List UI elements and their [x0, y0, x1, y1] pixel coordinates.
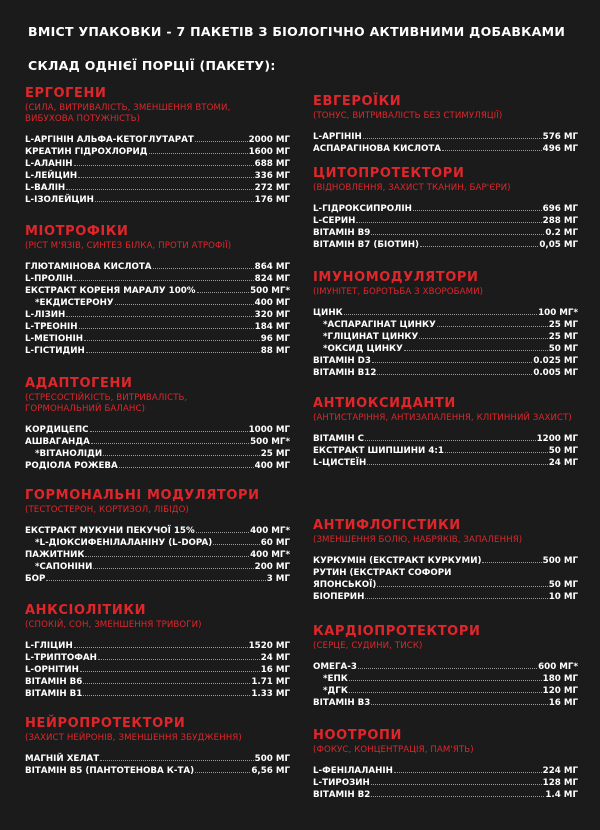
- dot-leader: [371, 227, 544, 235]
- ingredient-name: ВІТАМІН В6: [25, 677, 83, 687]
- section: [313, 270, 578, 379]
- ingredient-amount: 1200 МГ: [536, 434, 578, 444]
- dot-leader: [344, 307, 537, 315]
- ingredient-row: [313, 367, 578, 379]
- ingredient-list: [25, 134, 290, 206]
- dot-leader: [404, 343, 548, 351]
- ingredient-name: АШВАГАНДА: [25, 437, 90, 447]
- ingredient-row: [25, 321, 290, 333]
- dot-leader: [365, 433, 536, 441]
- ingredient-row: [313, 215, 578, 227]
- dot-leader: [80, 664, 260, 672]
- section: [313, 396, 578, 469]
- dot-leader: [83, 676, 250, 684]
- ingredient-list: [313, 661, 578, 709]
- ingredient-list: [25, 424, 290, 472]
- ingredient-amount: 100 МГ*: [538, 308, 578, 318]
- ingredient-name: *ДГК: [323, 686, 348, 696]
- dot-leader: [95, 194, 254, 202]
- ingredient-row: [313, 591, 578, 603]
- ingredient-name: БІОПЕРИН: [313, 592, 365, 602]
- ingredient-name: ВІТАМІН В9: [313, 228, 371, 238]
- ingredient-name: ВІТАМІН D3: [313, 356, 371, 366]
- ingredient-row: [313, 457, 578, 469]
- ingredient-amount: 0.025 МГ: [533, 356, 578, 366]
- section-subtitle: (АНТИСТАРІННЯ, АНТИЗАПАЛЕННЯ, КЛІТИННИЙ ЗАХИСТ): [313, 413, 572, 423]
- ingredient-row: [313, 765, 578, 777]
- dot-leader: [371, 777, 542, 785]
- ingredient-list: [25, 525, 290, 585]
- ingredient-amount: 50 МГ: [548, 344, 578, 354]
- section-title: НООТРОПИ: [313, 728, 402, 743]
- ingredient-row: [25, 537, 290, 549]
- section: [313, 728, 578, 801]
- ingredient-row: [25, 134, 290, 146]
- section-subtitle: (СИЛА, ВИТРИВАЛІСТЬ, ЗМЕНШЕННЯ ВТОМИ, ВИБУХОВА ПОТУЖНІСТЬ): [25, 103, 231, 124]
- ingredient-row: [313, 777, 578, 789]
- ingredient-name: ЕКСТРАКТ МУКУНИ ПЕКУЧОЇ 15%: [25, 526, 195, 536]
- ingredient-amount: 272 МГ: [254, 183, 290, 193]
- ingredient-name: ВІТАМІН В3: [313, 698, 371, 708]
- dot-leader: [349, 685, 542, 693]
- dot-leader: [213, 537, 260, 545]
- ingredient-row: [313, 227, 578, 239]
- dot-leader: [377, 367, 532, 375]
- ingredient-row: [313, 319, 578, 331]
- ingredient-name: L-ЛІЗИН: [25, 310, 66, 320]
- section: [25, 224, 290, 357]
- ingredient-row: [25, 561, 290, 573]
- ingredient-amount: 2000 МГ: [248, 135, 290, 145]
- ingredient-row: [313, 433, 578, 445]
- ingredient-amount: 88 МГ: [260, 346, 290, 356]
- ingredient-amount: 1.33 МГ: [251, 689, 290, 699]
- dot-leader: [419, 331, 548, 339]
- ingredient-name: ОМЕГА-3: [313, 662, 357, 672]
- ingredient-list: [25, 640, 290, 700]
- section: [25, 603, 290, 700]
- dot-leader: [371, 697, 547, 705]
- ingredient-amount: 400 МГ: [254, 298, 290, 308]
- dot-leader: [46, 573, 265, 581]
- ingredient-amount: 400 МГ*: [250, 550, 290, 560]
- ingredient-amount: 0.2 МГ: [545, 228, 578, 238]
- section-title: АДАПТОГЕНИ: [25, 376, 133, 391]
- ingredient-amount: 120 МГ: [542, 686, 578, 696]
- ingredient-row: [313, 685, 578, 697]
- ingredient-name: ВІТАМІН В2: [313, 790, 371, 800]
- ingredient-amount: 400 МГ*: [250, 526, 290, 536]
- section-title: МІОТРОФІКИ: [25, 224, 129, 239]
- dot-leader: [74, 273, 254, 281]
- dot-leader: [372, 355, 532, 363]
- section-title: НЕЙРОПРОТЕКТОРИ: [25, 716, 186, 731]
- ingredient-row: [313, 355, 578, 367]
- ingredient-amount: 696 МГ: [542, 204, 578, 214]
- ingredient-row: [313, 697, 578, 709]
- ingredient-name: КУРКУМІН (ЕКСТРАКТ КУРКУМИ): [313, 556, 482, 566]
- ingredient-row: [25, 652, 290, 664]
- ingredient-name: МАГНІЙ ХЕЛАТ: [25, 754, 100, 764]
- ingredient-amount: 500 МГ*: [250, 286, 290, 296]
- ingredient-amount: 16 МГ: [548, 698, 578, 708]
- ingredient-amount: 176 МГ: [254, 195, 290, 205]
- ingredient-name: L-ВАЛІН: [25, 183, 66, 193]
- ingredient-row: [25, 664, 290, 676]
- ingredient-name: ЕКСТРАКТ ШИПШИНИ 4:1: [313, 446, 444, 456]
- ingredient-row: [25, 285, 290, 297]
- ingredient-list: [313, 203, 578, 251]
- ingredient-name: L-ГІСТИДИН: [25, 346, 85, 356]
- ingredient-amount: 128 МГ: [542, 778, 578, 788]
- section-subtitle: (ІМУНІТЕТ, БОРОТЬБА З ХВОРОБАМИ): [313, 287, 484, 297]
- ingredient-name: ГЛЮТАМІНОВА КИСЛОТА: [25, 262, 152, 272]
- dot-leader: [442, 143, 542, 151]
- ingredient-name: АСПАРАГІНОВА КИСЛОТА: [313, 144, 441, 154]
- dot-leader: [349, 673, 542, 681]
- ingredient-amount: 60 МГ: [260, 538, 290, 548]
- ingredient-name: ПАЖИТНИК: [25, 550, 85, 560]
- dot-leader: [371, 789, 544, 797]
- dot-leader: [420, 239, 538, 247]
- section: [313, 94, 578, 155]
- ingredient-row: [25, 333, 290, 345]
- ingredient-row: [313, 445, 578, 457]
- ingredient-name: L-АРГІНІН АЛЬФА-КЕТОГЛУТАРАТ: [25, 135, 194, 145]
- dot-leader: [195, 765, 250, 773]
- ingredient-list: [25, 753, 290, 777]
- ingredient-amount: 0,05 МГ: [539, 240, 578, 250]
- header-title: ВМІСТ УПАКОВКИ - 7 ПАКЕТІВ З БІОЛОГІЧНО АКТИВНИМИ ДОБАВКАМИ: [28, 24, 566, 39]
- ingredient-amount: 1520 МГ: [248, 641, 290, 651]
- ingredient-name: *ГЛІЦИНАТ ЦИНКУ: [323, 332, 419, 342]
- ingredient-amount: 320 МГ: [254, 310, 290, 320]
- dot-leader: [86, 345, 260, 353]
- ingredient-name: L-АЛАНІН: [25, 159, 73, 169]
- ingredient-name: КРЕАТИН ГІДРОХЛОРИД: [25, 147, 148, 157]
- section-subtitle: (РІСТ М'ЯЗІВ, СИНТЕЗ БІЛКА, ПРОТИ АТРОФІЇ): [25, 241, 232, 251]
- ingredient-amount: 25 МГ: [548, 320, 578, 330]
- section-subtitle: (СПОКІЙ, СОН, ЗМЕНШЕННЯ ТРИВОГИ): [25, 620, 202, 630]
- dot-leader: [363, 131, 542, 139]
- ingredient-row: [313, 673, 578, 685]
- section: [25, 488, 290, 585]
- section-title: АНТИОКСИДАНТИ: [313, 396, 456, 411]
- ingredient-name: *ЕПК: [323, 674, 348, 684]
- ingredient-name: *ОКСИД ЦИНКУ: [323, 344, 403, 354]
- dot-leader: [358, 661, 537, 669]
- section: [25, 376, 290, 472]
- ingredient-name: ВІТАМІН В12: [313, 368, 377, 378]
- ingredient-row: [25, 753, 290, 765]
- ingredient-name: ВІТАМІН С: [313, 434, 365, 444]
- ingredient-row: [313, 567, 578, 579]
- ingredient-row: [313, 331, 578, 343]
- section-title: ЦИТОПРОТЕКТОРИ: [313, 166, 465, 181]
- dot-leader: [115, 297, 254, 305]
- ingredient-name: ВІТАМІН В1: [25, 689, 83, 699]
- ingredient-row: [313, 555, 578, 567]
- section-subtitle: (ЗМЕНШЕННЯ БОЛЮ, НАБРЯКІВ, ЗАПАЛЕННЯ): [313, 535, 523, 545]
- ingredient-amount: 50 МГ: [548, 580, 578, 590]
- ingredient-amount: 824 МГ: [254, 274, 290, 284]
- dot-leader: [197, 285, 250, 293]
- ingredient-amount: 500 МГ: [254, 754, 290, 764]
- ingredient-row: [313, 131, 578, 143]
- ingredient-name: БОР: [25, 574, 46, 584]
- ingredient-name: *ВІТАНОЛІДИ: [35, 449, 103, 459]
- ingredient-row: [313, 343, 578, 355]
- ingredient-row: [313, 203, 578, 215]
- ingredient-name: L-ФЕНІЛАЛАНІН: [313, 766, 393, 776]
- ingredient-row: [313, 579, 578, 591]
- ingredient-name: ЕКСТРАКТ КОРЕНЯ МАРАЛУ 100%: [25, 286, 196, 296]
- ingredient-row: [25, 549, 290, 561]
- ingredient-row: [25, 460, 290, 472]
- section-subtitle: (ТЕСТОСТЕРОН, КОРТИЗОЛ, ЛІБІДО): [25, 505, 189, 515]
- dot-leader: [83, 688, 250, 696]
- dot-leader: [445, 445, 548, 453]
- dot-leader: [356, 215, 541, 223]
- ingredient-amount: 688 МГ: [254, 159, 290, 169]
- dot-leader: [153, 261, 254, 269]
- section-title: ІМУНОМОДУЛЯТОРИ: [313, 270, 479, 285]
- ingredient-name: L-ТРЕОНІН: [25, 322, 78, 332]
- ingredient-name: L-ПРОЛІН: [25, 274, 73, 284]
- dot-leader: [394, 765, 542, 773]
- section: [313, 624, 578, 709]
- section-subtitle: (ВІДНОВЛЕННЯ, ЗАХИСТ ТКАНИН, БАР'ЄРИ): [313, 183, 511, 193]
- header-subtitle: СКЛАД ОДНІЄЇ ПОРЦІЇ (ПАКЕТУ):: [28, 58, 276, 73]
- dot-leader: [103, 448, 260, 456]
- ingredient-name: L-ГЛІЦИН: [25, 641, 73, 651]
- ingredient-row: [25, 297, 290, 309]
- dot-leader: [85, 549, 249, 557]
- dot-leader: [100, 753, 253, 761]
- ingredient-amount: 24 МГ: [260, 653, 290, 663]
- ingredient-amount: 6,56 МГ: [251, 766, 290, 776]
- ingredient-amount: 1000 МГ: [248, 425, 290, 435]
- ingredient-name: ЦИНК: [313, 308, 343, 318]
- ingredient-row: [25, 448, 290, 460]
- ingredient-amount: 24 МГ: [548, 458, 578, 468]
- section: [25, 716, 290, 777]
- ingredient-row: [25, 436, 290, 448]
- section-title: АНТИФЛОГІСТИКИ: [313, 518, 461, 533]
- ingredient-name: ВІТАМІН В7 (БІОТИН): [313, 240, 420, 250]
- dot-leader: [482, 555, 541, 563]
- dot-leader: [79, 321, 254, 329]
- dot-leader: [119, 460, 254, 468]
- ingredient-name: L-ТИРОЗИН: [313, 778, 370, 788]
- ingredient-amount: 16 МГ: [260, 665, 290, 675]
- ingredient-name: *L-ДІОКСИФЕНІЛАЛАНІНУ (L-DOPA): [35, 538, 213, 548]
- ingredient-list: [25, 261, 290, 357]
- section-title: КАРДІОПРОТЕКТОРИ: [313, 624, 481, 639]
- ingredient-name: L-ІЗОЛЕЙЦИН: [25, 195, 94, 205]
- dot-leader: [90, 424, 248, 432]
- ingredient-amount: 576 МГ: [542, 132, 578, 142]
- ingredient-name: *ЕКДИСТЕРОНУ: [35, 298, 114, 308]
- dot-leader: [93, 561, 253, 569]
- ingredient-amount: 200 МГ: [254, 562, 290, 572]
- dot-leader: [78, 170, 253, 178]
- section-subtitle: (ФОКУС, КОНЦЕНТРАЦІЯ, ПАМ'ЯТЬ): [313, 745, 474, 755]
- section-subtitle: (ТОНУС, ВИТРИВАЛІСТЬ БЕЗ СТИМУЛЯЦІЇ): [313, 111, 503, 121]
- ingredient-amount: 1.4 МГ: [545, 790, 578, 800]
- ingredient-row: [313, 143, 578, 155]
- ingredient-row: [25, 194, 290, 206]
- ingredient-amount: 96 МГ: [260, 334, 290, 344]
- ingredient-amount: 288 МГ: [542, 216, 578, 226]
- dot-leader: [91, 436, 249, 444]
- ingredient-row: [313, 239, 578, 251]
- ingredient-amount: 25 МГ: [548, 332, 578, 342]
- dot-leader: [66, 309, 253, 317]
- ingredient-row: [25, 688, 290, 700]
- ingredient-name: КОРДИЦЕПС: [25, 425, 89, 435]
- ingredient-name: РОДІОЛА РОЖЕВА: [25, 461, 118, 471]
- dot-leader: [377, 579, 547, 587]
- section-subtitle: (СЕРЦЕ, СУДИНИ, ТИСК): [313, 641, 423, 651]
- dot-leader: [367, 457, 547, 465]
- dot-leader: [413, 203, 542, 211]
- dot-leader: [437, 319, 548, 327]
- section-title: АНКСІОЛІТИКИ: [25, 603, 147, 618]
- section: [313, 518, 578, 603]
- ingredient-amount: 180 МГ: [542, 674, 578, 684]
- ingredient-name: L-МЕТІОНІН: [25, 334, 84, 344]
- ingredient-name: ЯПОНСЬКОЇ): [313, 580, 377, 590]
- section-subtitle: (СТРЕСОСТІЙКІСТЬ, ВИТРИВАЛІСТЬ, ГОРМОНАЛЬНИЙ БАЛАНС): [25, 393, 188, 414]
- dot-leader: [66, 182, 253, 190]
- ingredient-name: *САПОНІНИ: [35, 562, 93, 572]
- ingredient-list: [313, 131, 578, 155]
- section: [313, 166, 578, 251]
- ingredient-list: [313, 433, 578, 469]
- ingredient-name: *АСПАРАГІНАТ ЦИНКУ: [323, 320, 436, 330]
- ingredient-amount: 25 МГ: [260, 449, 290, 459]
- ingredient-row: [25, 261, 290, 273]
- ingredient-row: [25, 573, 290, 585]
- dot-leader: [98, 652, 260, 660]
- ingredient-amount: 500 МГ: [542, 556, 578, 566]
- ingredient-row: [25, 765, 290, 777]
- section-title: ЕРГОГЕНИ: [25, 86, 107, 101]
- ingredient-row: [313, 661, 578, 673]
- ingredient-list: [313, 765, 578, 801]
- ingredient-amount: 10 МГ: [548, 592, 578, 602]
- ingredient-amount: 184 МГ: [254, 322, 290, 332]
- section-subtitle: (ЗАХИСТ НЕЙРОНІВ, ЗМЕНШЕННЯ ЗБУДЖЕННЯ): [25, 733, 242, 743]
- ingredient-name: L-СЕРИН: [313, 216, 356, 226]
- ingredient-row: [25, 158, 290, 170]
- ingredient-amount: 50 МГ: [548, 446, 578, 456]
- section-title: ЕВГЕРОЇКИ: [313, 94, 402, 109]
- ingredient-row: [25, 146, 290, 158]
- ingredient-row: [25, 424, 290, 436]
- ingredient-amount: 600 МГ*: [538, 662, 578, 672]
- ingredient-list: [313, 555, 578, 603]
- ingredient-row: [313, 307, 578, 319]
- dot-leader: [365, 591, 547, 599]
- ingredient-amount: 1600 МГ: [248, 147, 290, 157]
- dot-leader: [196, 525, 249, 533]
- ingredient-list: [313, 307, 578, 379]
- ingredient-name: РУТИН (ЕКСТРАКТ СОФОРИ: [313, 568, 452, 578]
- ingredient-amount: 864 МГ: [254, 262, 290, 272]
- section: [25, 86, 290, 206]
- ingredient-name: L-ЦИСТЕЇН: [313, 458, 367, 468]
- dot-leader: [84, 333, 260, 341]
- section-title: ГОРМОНАЛЬНІ МОДУЛЯТОРИ: [25, 488, 260, 503]
- ingredient-amount: 1.71 МГ: [251, 677, 290, 687]
- dot-leader: [149, 146, 248, 154]
- ingredient-row: [25, 676, 290, 688]
- ingredient-name: L-ТРИПТОФАН: [25, 653, 97, 663]
- ingredient-row: [25, 182, 290, 194]
- ingredient-row: [25, 640, 290, 652]
- dot-leader: [195, 134, 248, 142]
- ingredient-row: [25, 309, 290, 321]
- ingredient-name: L-ГІДРОКСИПРОЛІН: [313, 204, 412, 214]
- dot-leader: [74, 158, 254, 166]
- ingredient-amount: 496 МГ: [542, 144, 578, 154]
- ingredient-row: [25, 525, 290, 537]
- ingredient-amount: 224 МГ: [542, 766, 578, 776]
- ingredient-name: ВІТАМІН В5 (ПАНТОТЕНОВА К-ТА): [25, 766, 195, 776]
- ingredient-amount: 500 МГ*: [250, 437, 290, 447]
- ingredient-amount: 400 МГ: [254, 461, 290, 471]
- ingredient-row: [25, 273, 290, 285]
- ingredient-name: L-ЛЕЙЦИН: [25, 171, 78, 181]
- ingredient-row: [313, 789, 578, 801]
- ingredient-amount: 0.005 МГ: [533, 368, 578, 378]
- dot-leader: [74, 640, 248, 648]
- ingredient-amount: 336 МГ: [254, 171, 290, 181]
- ingredient-name: L-АРГІНІН: [313, 132, 362, 142]
- ingredient-row: [25, 170, 290, 182]
- ingredient-name: L-ОРНІТИН: [25, 665, 79, 675]
- ingredient-row: [25, 345, 290, 357]
- ingredient-amount: 3 МГ: [266, 574, 290, 584]
